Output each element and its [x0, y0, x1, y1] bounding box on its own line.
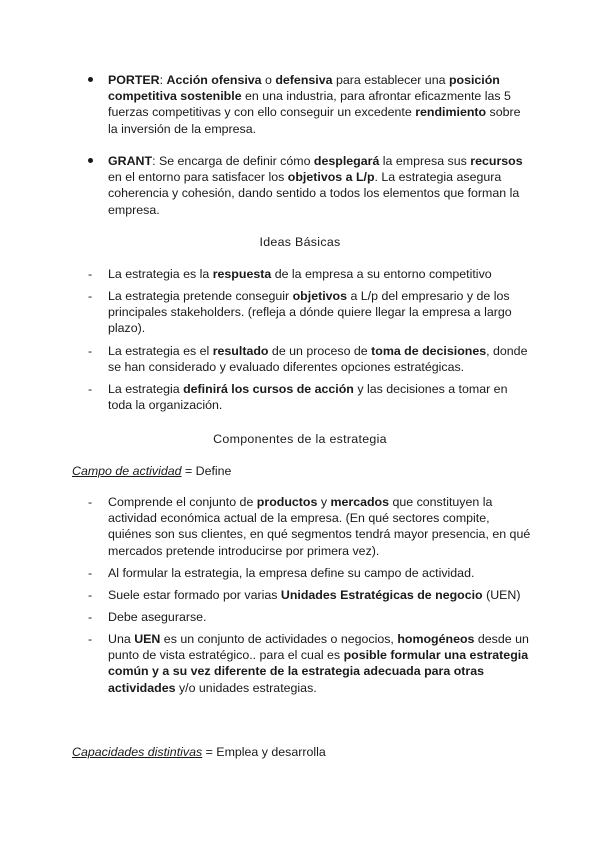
ideas-item-text: [108, 382, 507, 412]
ideas-item-text: [108, 289, 512, 335]
dash-bullet: -: [88, 566, 93, 580]
text-segment: Comprende el conjunto de: [108, 495, 257, 509]
porter-text: [108, 73, 521, 136]
componentes-item-text: [108, 610, 207, 624]
text-segment: de la empresa a su entorno competitivo: [271, 267, 492, 281]
text-segment: en el entorno para satisfacer los: [108, 170, 288, 185]
text-segment: :: [159, 73, 167, 87]
text-segment: y: [317, 495, 331, 509]
text-segment: La estrategia es la: [108, 267, 213, 281]
dash-bullet: -: [88, 495, 93, 509]
ideas-item-1: [88, 266, 533, 282]
bold-text-segment: defensiva: [275, 73, 333, 87]
campo-actividad-label: [72, 463, 231, 479]
ideas-item-text: [108, 267, 492, 281]
dash-bullet: -: [88, 632, 93, 646]
text-segment: o: [261, 73, 276, 87]
bold-text-segment: definirá los cursos de acción: [183, 382, 354, 396]
componentes-item-1: [88, 494, 533, 559]
bold-text-segment: toma de decisiones: [371, 344, 487, 358]
capacidades-distintivas-term: Capacidades distintivas: [72, 745, 203, 759]
text-segment: : Se encarga de definir cómo: [152, 154, 314, 168]
bullet-icon: [88, 77, 93, 82]
bold-text-segment: respuesta: [212, 267, 272, 281]
ideas-item-text: [108, 344, 527, 374]
bold-text-segment: UEN: [134, 632, 161, 646]
text-segment: y las decisiones a tomar en toda la organización.: [108, 382, 508, 413]
dash-bullet: -: [88, 289, 93, 303]
campo-actividad-suffix: = Define: [181, 464, 232, 478]
bold-text-segment: GRANT: [108, 154, 153, 168]
bold-text-segment: recursos: [470, 154, 523, 168]
campo-actividad-term: Campo de actividad: [72, 464, 182, 478]
bold-text-segment: productos: [256, 495, 318, 509]
dash-bullet: -: [88, 344, 93, 358]
componentes-item-text: [108, 588, 521, 602]
bold-text-segment: desplegará: [313, 154, 380, 168]
dash-bullet: -: [88, 610, 93, 624]
bold-text-segment: Acción ofensiva: [166, 73, 262, 87]
componentes-item-text: [108, 566, 474, 580]
bold-text-segment: PORTER: [108, 73, 160, 87]
ideas-item-4: [88, 381, 533, 413]
bold-text-segment: objetivos a L/p: [287, 170, 375, 185]
ideas-item-3: [88, 343, 533, 375]
text-segment: es un conjunto de actividades o negocios,: [160, 632, 398, 646]
bullet-icon: [88, 158, 93, 163]
bold-text-segment: Unidades Estratégicas de negocio: [280, 588, 483, 602]
componentes-item-text: [108, 632, 529, 695]
text-segment: La estrategia: [108, 382, 184, 396]
bold-text-segment: mercados: [330, 495, 390, 509]
text-segment: sobre la inversión de la empresa.: [108, 105, 521, 136]
capacidades-distintivas-suffix: = Emplea y desarrolla: [202, 745, 326, 759]
dash-bullet: -: [88, 588, 93, 602]
componentes-item-2: [88, 565, 533, 581]
ideas-item-2: [88, 288, 533, 337]
bold-text-segment: posición competitiva sostenible: [108, 73, 500, 104]
text-segment: la empresa sus: [379, 154, 471, 168]
text-segment: desde un punto de vista estratégico.. para el cual es: [108, 632, 529, 663]
dash-bullet: -: [88, 382, 93, 396]
bold-text-segment: objetivos: [292, 289, 347, 303]
text-segment: Debe asegurarse.: [108, 610, 207, 624]
text-segment: , donde se han considerado y evaluado diferentes opciones estratégicas.: [108, 344, 528, 375]
porter-definition: [108, 72, 533, 137]
ideas-heading: Ideas Básicas: [259, 235, 341, 249]
text-segment: y/o unidades estrategias.: [175, 680, 317, 695]
bold-text-segment: posible formular una estrategia común y a su vez diferente de la estrategia adecuada para otras actividades: [108, 648, 529, 695]
componentes-item-text: [108, 495, 530, 558]
text-segment: a L/p del empresario y de los principales stakeholders. (refleja a dónde quiere llegar la empresa a largo plazo).: [108, 289, 512, 336]
text-segment: en una industria, para afrontar eficazmente las 5 fuerzas competitivas y con ello conseguir un excedente: [108, 89, 511, 120]
text-segment: (UEN): [482, 588, 521, 602]
bold-text-segment: homogéneos: [397, 632, 475, 646]
text-segment: Al formular la estrategia, la empresa define su campo de actividad.: [108, 566, 475, 580]
componentes-heading: Componentes de la estrategia: [213, 432, 387, 446]
text-segment: de un proceso de: [268, 344, 372, 358]
componentes-item-5: [88, 631, 533, 696]
text-segment: Una: [108, 632, 135, 646]
text-segment: La estrategia es el: [108, 344, 213, 358]
text-segment: que constituyen la actividad económica actual de la empresa. (En qué sectores compite, quiénes son sus clientes, en qué segmentos tendrá mayor presencia, en qué mercados pretende introducirse por primera vez).: [108, 495, 531, 558]
grant-text: [108, 154, 523, 217]
componentes-item-3: [88, 587, 533, 603]
text-segment: Suele estar formado por varias: [108, 588, 281, 602]
capacidades-distintivas-label: [72, 744, 326, 760]
text-segment: La estrategia pretende conseguir: [108, 289, 293, 303]
bold-text-segment: rendimiento: [415, 105, 487, 120]
text-segment: para establecer una: [332, 73, 449, 87]
grant-definition: [108, 153, 533, 218]
dash-bullet: -: [88, 267, 93, 281]
componentes-item-4: [88, 609, 533, 625]
bold-text-segment: resultado: [212, 344, 269, 358]
text-segment: . La estrategia asegura coherencia y cohesión, dando sentido a todos los elementos que forman la empresa.: [108, 170, 520, 217]
